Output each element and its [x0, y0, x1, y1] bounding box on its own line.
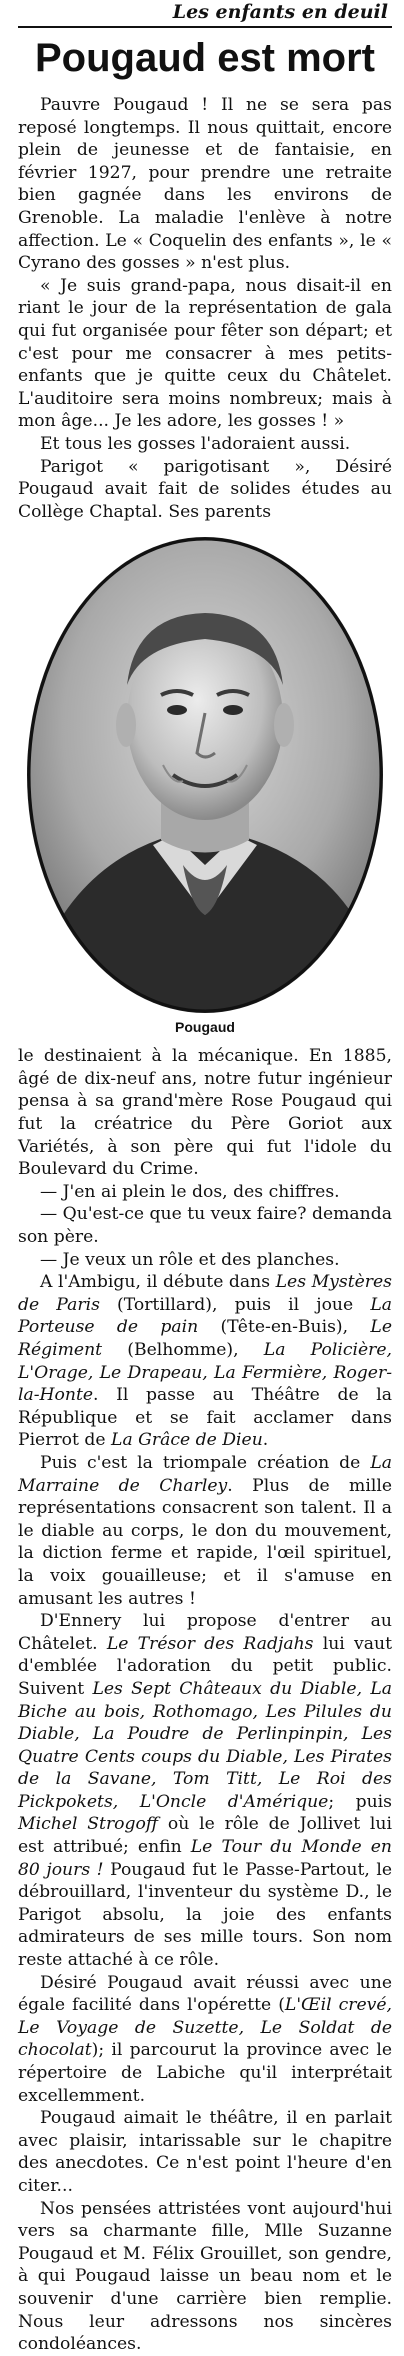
title-span: La Porteuse de pain — [18, 1294, 392, 1338]
text-span: Puis c'est la triompale création de — [40, 1452, 371, 1473]
article-body-top — [18, 94, 392, 523]
text-span: ; puis — [328, 1791, 392, 1812]
text-span: Pougaud fut le Passe-Partout, le débrouillard, l'inventeur du système D., le Parigot absolu, la joie des enfants admirateurs de ses mille tours. Son nom reste attaché à ce rôle. — [18, 1859, 392, 1971]
paragraph-marraine — [18, 1452, 392, 1610]
paragraph-operette — [18, 1972, 392, 2108]
dialogue-line-2: — Qu'est-ce que tu veux faire? demanda son père. — [18, 1204, 392, 1248]
title-span: Les Sept Châteaux du Diable, La Biche au bois, Rothomago, Les Pilules du Diable, La Poudre de Perlinpinpin, Les Quatre Cents coups du Diable, Les Pirates de la Savane, Tom Titt, Le Roi des Pickpokets, L'Oncle d'Amérique — [18, 1678, 392, 1812]
header-rule — [18, 26, 392, 28]
text-span: où le rôle de Jollivet lui est attribué; enfin — [18, 1814, 392, 1858]
text-span: Désiré Pougaud avait réussi avec une égale facilité dans l'opérette ( — [18, 1972, 392, 2016]
article-headline: Pougaud est mort — [34, 36, 376, 80]
text-span: (Belhomme), — [102, 1340, 264, 1360]
portrait-caption: Pougaud — [175, 1019, 235, 1036]
paragraph-chatelet — [18, 1610, 392, 1972]
title-span: Le Régiment — [18, 1317, 392, 1360]
portrait-photo — [23, 535, 387, 1015]
title-span: La Grâce de Dieu — [111, 1430, 263, 1451]
dialogue-line-3: — Je veux un rôle et des planches. — [40, 1249, 340, 1270]
text-span: D'Ennery lui propose d'entrer au Châtelet. — [18, 1611, 392, 1654]
title-span: La Marraine de Charley — [18, 1452, 392, 1496]
paragraph-intro: Pauvre Pougaud ! Il ne se sera pas reposé longtemps. Il nous quittait, encore plein de jeunesse et de fantaisie, en février 1927, pour prendre une retraite bien gagnée dans les environs de Grenoble. La maladie l'enlève à notre affection. Le « Coquelin des enfants », le « Cyrano des gosses » n'est plus. — [18, 95, 392, 274]
paragraph-condoleances: Nos pensées attristées vont aujourd'hui vers sa charmante fille, Mlle Suzanne Pougaud et M. Félix Grouillet, son gendre, à qui Pougaud laisse un beau nom et le souvenir d'une carrière bien remplie. Nous leur adressons nos sincères condoléances. — [18, 2198, 392, 2355]
text-span: A l'Ambigu, il débute dans — [40, 1272, 276, 1293]
text-span: . — [262, 1430, 269, 1451]
section-kicker: Les enfants en deuil — [172, 1, 388, 23]
text-span: ); il parcourut la province avec le répertoire de Labiche qu'il interprétait excellemment. — [18, 2040, 392, 2106]
title-span: Les Mystères de Paris — [18, 1272, 392, 1315]
text-span: . Il passe au Théâtre de la République et se fait acclamer dans Pierrot de — [18, 1385, 392, 1451]
text-span: (Tortillard), puis il joue — [99, 1294, 371, 1315]
title-span: La Policière, L'Orage, Le Drapeau, La Fermière, Roger-la-Honte — [18, 1340, 392, 1406]
paragraph-anecdotes: Pougaud aimait le théâtre, il en parlait avec plaisir, intarissable sur le chapitre des anecdotes. Ce n'est point l'heure d'en citer... — [18, 2108, 392, 2196]
paragraph-parigot: Parigot « parigotisant », Désiré Pougaud avait fait de solides études au Collège Chaptal. Ses parents — [18, 456, 392, 522]
dialogue-line-1: — J'en ai plein le dos, des chiffres. — [40, 1181, 340, 1202]
title-span: Michel Strogoff — [18, 1814, 159, 1835]
title-span: L'Œil crevé, Le Voyage de Suzette, Le Soldat de chocolat — [18, 1995, 392, 2061]
title-span: Le Tour du Monde en 80 jours ! — [18, 1837, 392, 1880]
text-span: lui vaut d'emblée l'adoration du petit public. Suivent — [18, 1633, 392, 1699]
paragraph-mecanique: le destinaient à la mécanique. En 1885, âgé de dix-neuf ans, notre futur ingénieur pensa à sa grand'mère Rose Pougaud qui fut la créatrice du Père Goriot aux Variétés, à son père qui fut l'idole du Boulevard du Crime. — [18, 1046, 392, 1180]
text-span: (Tête-en-Buis), — [198, 1317, 371, 1338]
paragraph-quote: « Je suis grand-papa, nous disait-il en riant le jour de la représentation de gala qui fut organisée pour fêter son départ; et c'est pour me consacrer à mes petits-enfants que je quitte ceux du Châtelet. L'auditoire sera moins nombreux; mais à mon âge... Je les adore, les gosses ! » — [18, 275, 392, 432]
article-body-bottom — [18, 1045, 392, 2355]
text-span: . Plus de mille représentations consacrent son talent. Il a le diable au corps, le don du mouvement, la diction ferme et rapide, l'œil spirituel, la voix gouailleuse; et il s'amuse en amusant les autres ! — [18, 1475, 392, 1609]
paragraph-ambigu — [18, 1271, 392, 1452]
title-span: Le Trésor des Radjahs — [106, 1633, 314, 1654]
portrait-figure — [23, 535, 387, 1037]
paragraph-gosses: Et tous les gosses l'adoraient aussi. — [40, 433, 351, 454]
